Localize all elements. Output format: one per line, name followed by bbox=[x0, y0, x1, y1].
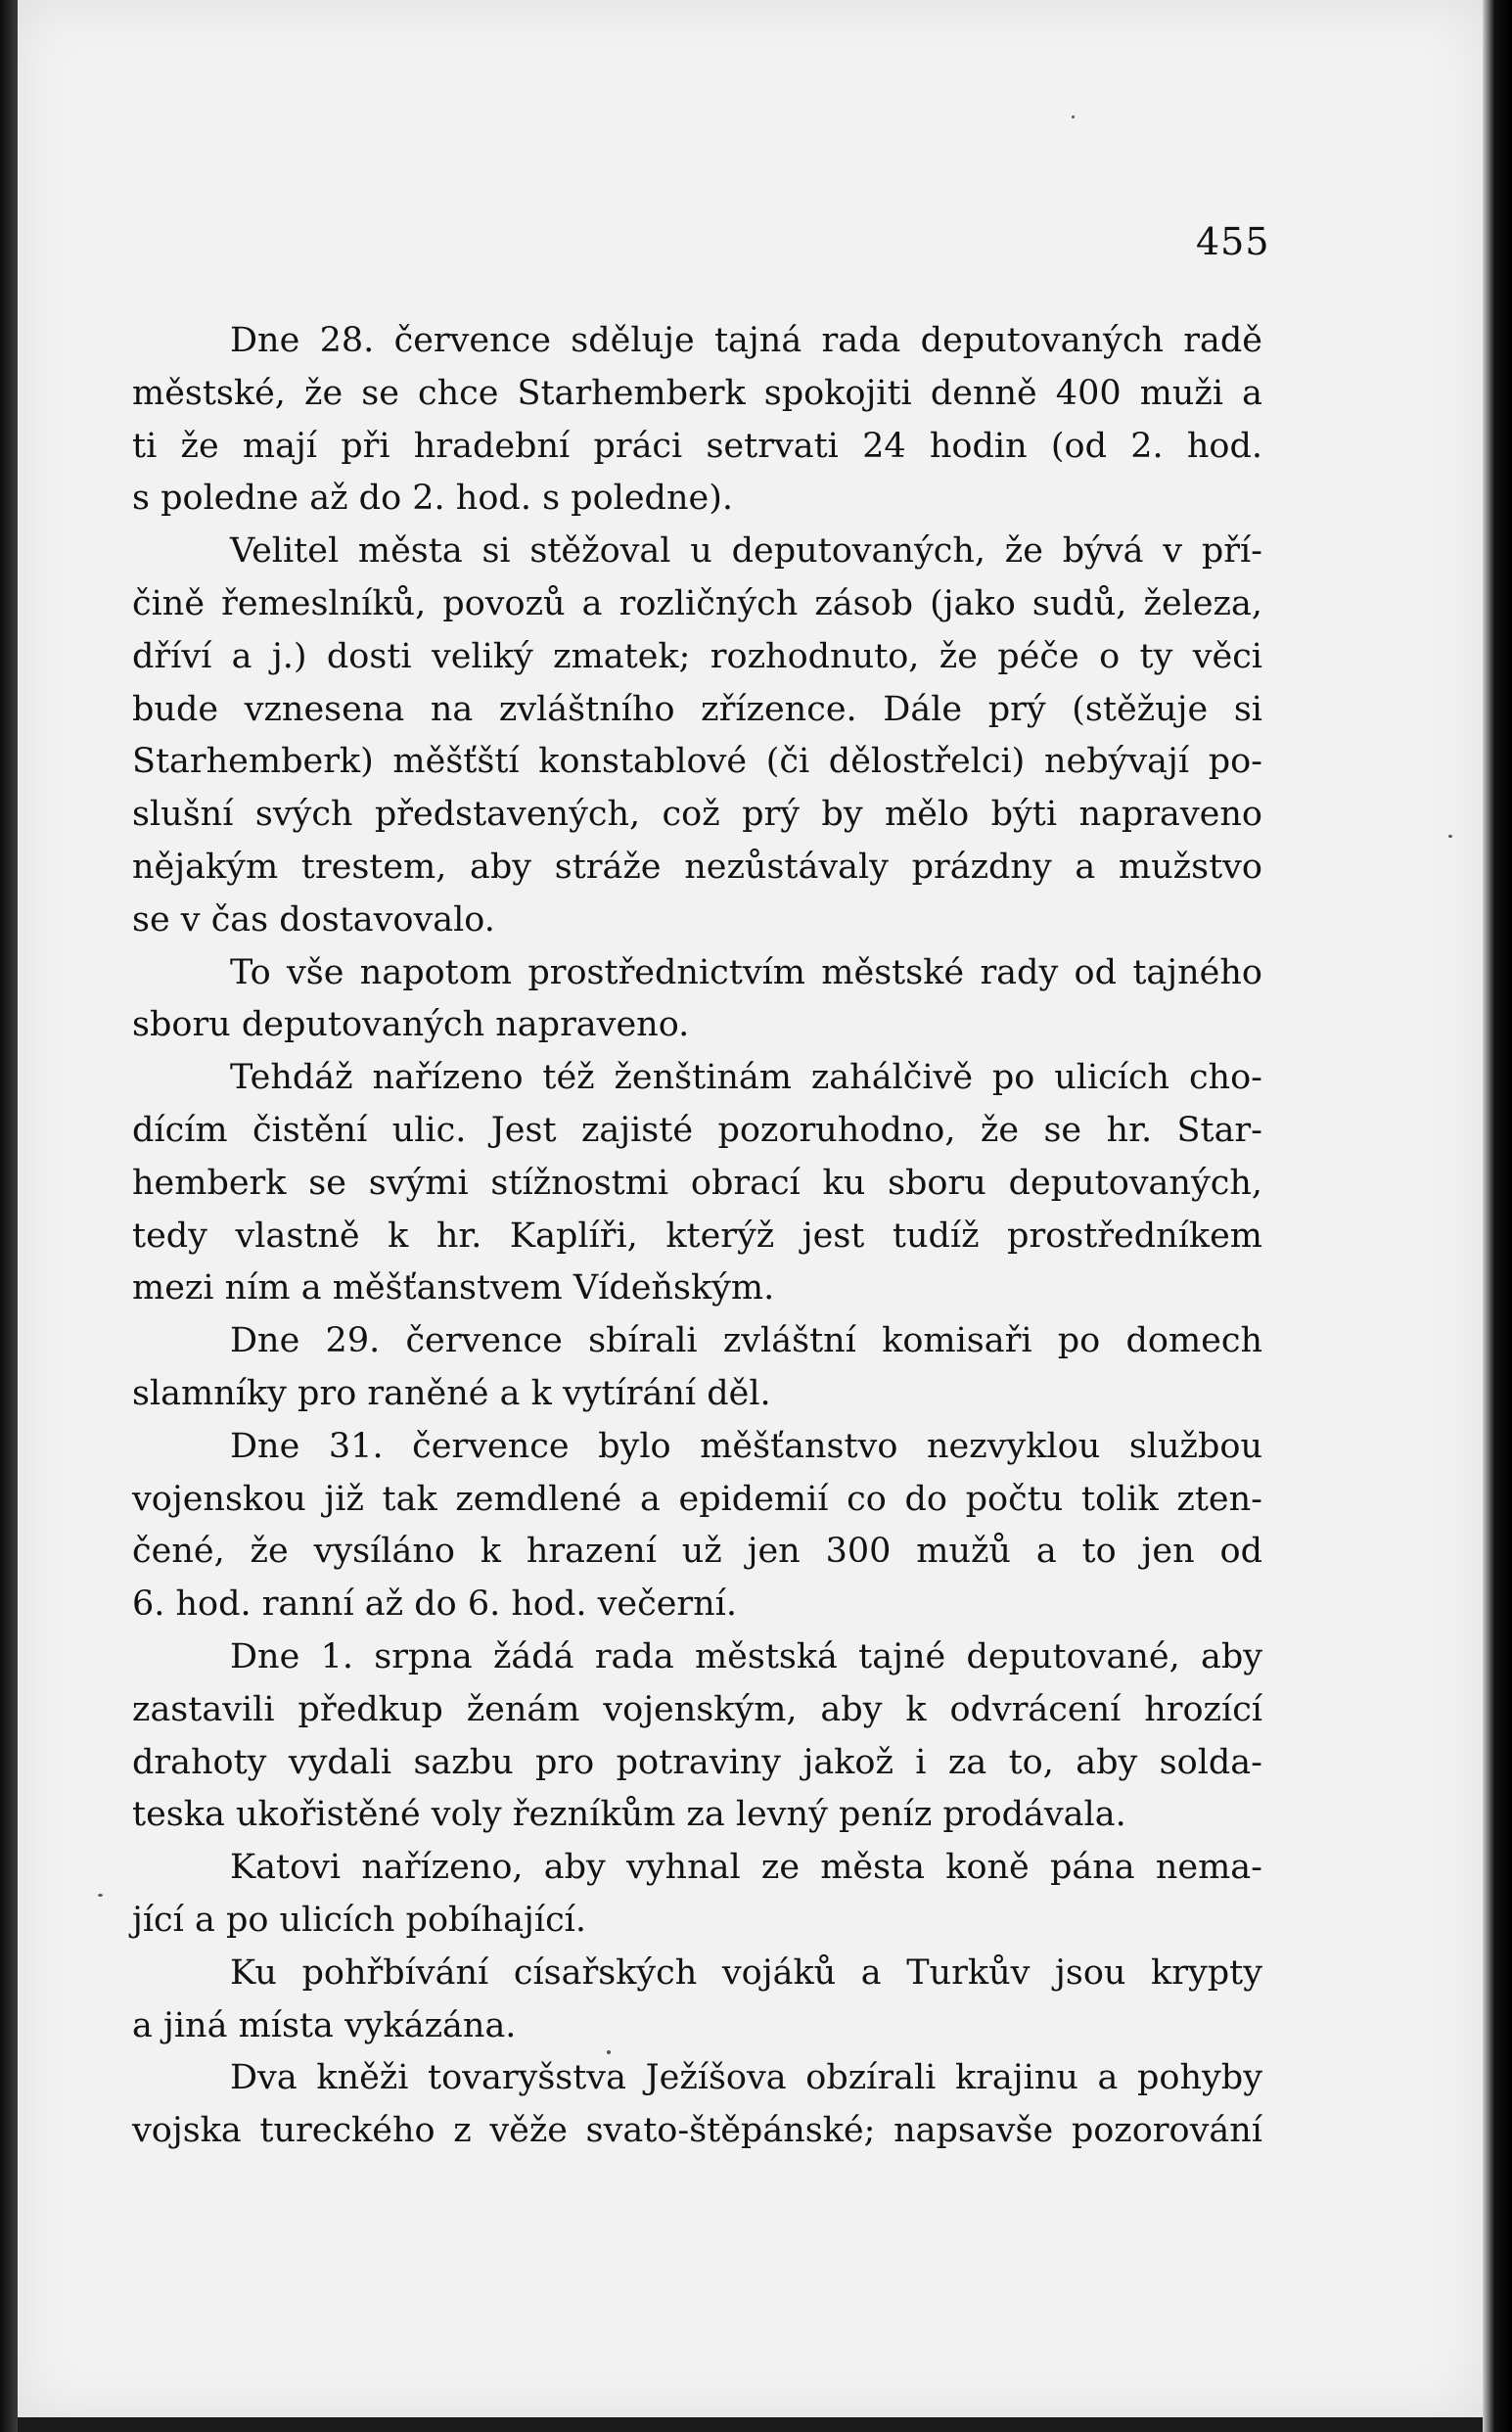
text-line: Dne 1. srpna žádá rada městská tajné deputované, aby bbox=[230, 1636, 1262, 1676]
text-line: slamníky pro raněné a k vytírání děl. bbox=[132, 1373, 771, 1413]
text-line: Tehdáž nařízeno též ženštinám zahálčivě po ulicích cho- bbox=[230, 1058, 1262, 1098]
text-line: teska ukořistěné voly řezníkům za levný peníz prodávala. bbox=[132, 1795, 1126, 1835]
scan-speck bbox=[1072, 115, 1075, 118]
text-line: ti že mají při hradební práci setrvati 24 hodin (od 2. hod. bbox=[132, 426, 1262, 466]
text-line: Velitel města si stěžoval u deputovaných, že bývá v pří- bbox=[230, 531, 1262, 572]
text-line: zastavili předkup ženám vojenským, aby k odvrácení hrozící bbox=[132, 1689, 1262, 1729]
page-number: 455 bbox=[1196, 220, 1270, 263]
text-line: se v čas dostavovalo. bbox=[132, 899, 495, 940]
text-line: drahoty vydali sazbu pro potraviny jakož i za to, aby solda- bbox=[132, 1742, 1262, 1782]
text-line: s poledne až do 2. hod. s poledne). bbox=[132, 479, 733, 519]
text-line: tedy vlastně k hr. Kaplíři, kterýž jest tudíž prostředníkem bbox=[132, 1216, 1262, 1256]
text-line: a jiná místa vykázána. bbox=[132, 2005, 517, 2045]
scan-left-edge bbox=[0, 0, 18, 2432]
body-text bbox=[132, 315, 1262, 2158]
scan-speck bbox=[607, 2050, 611, 2054]
text-line: čené, že vysíláno k hrazení už jen 300 mužů a to jen od bbox=[132, 1532, 1262, 1572]
text-line: jící a po ulicích pobíhající. bbox=[132, 1900, 587, 1940]
scan-speck bbox=[1448, 835, 1452, 838]
text-line: vojska tureckého z věže svato-štěpánské; napsavše pozorování bbox=[132, 2111, 1262, 2151]
text-line: To vše napotom prostřednictvím městské rady od tajného bbox=[230, 952, 1262, 992]
text-line: bude vznesena na zvláštního zřízence. Dále prý (stěžuje si bbox=[132, 689, 1262, 729]
text-line: Dva kněži tovaryšstva Ježíšova obzírali krajinu a pohyby bbox=[230, 2058, 1262, 2098]
text-line: sboru deputovaných napraveno. bbox=[132, 1005, 690, 1045]
scan-right-edge bbox=[1483, 0, 1512, 2432]
text-line: čině řemeslníků, povozů a rozličných zásob (jako sudů, železa, bbox=[132, 583, 1262, 623]
text-line: Katovi nařízeno, aby vyhnal ze města koně pána nema- bbox=[230, 1848, 1262, 1888]
text-line: Ku pohřbívání císařských vojáků a Turkův jsou krypty bbox=[230, 1952, 1262, 1993]
text-line: dícím čistění ulic. Jest zajisté pozoruhodno, že se hr. Star- bbox=[132, 1110, 1262, 1150]
text-line: mezi ním a měšťanstvem Vídeňským. bbox=[132, 1268, 775, 1308]
text-line: Dne 28. července sděluje tajná rada deputovaných radě bbox=[230, 321, 1262, 360]
text-line: Starhemberk) měšťští konstablové (či dělostřelci) nebývají po- bbox=[132, 742, 1262, 782]
text-line: vojenskou již tak zemdlené a epidemií co do počtu tolik zten- bbox=[132, 1479, 1262, 1519]
text-line: nějakým trestem, aby stráže nezůstávaly prázdny a mužstvo bbox=[132, 847, 1262, 887]
text-line: Dne 31. července bylo měšťanstvo nezvyklou službou bbox=[230, 1426, 1262, 1466]
text-line: hemberk se svými stížnostmi obrací ku sboru deputovaných, bbox=[132, 1163, 1262, 1203]
text-line: dříví a j.) dosti veliký zmatek; rozhodnuto, že péče o ty věci bbox=[132, 636, 1262, 676]
text-line: Dne 29. července sbírali zvláštní komisaři po domech bbox=[230, 1321, 1262, 1361]
text-line: městské, že se chce Starhemberk spokojiti denně 400 muži a bbox=[132, 373, 1262, 413]
text-line: 6. hod. ranní až do 6. hod. večerní. bbox=[132, 1584, 738, 1625]
text-line: slušní svých představených, což prý by mělo býti napraveno bbox=[132, 795, 1262, 835]
scan-speck bbox=[98, 1894, 103, 1897]
